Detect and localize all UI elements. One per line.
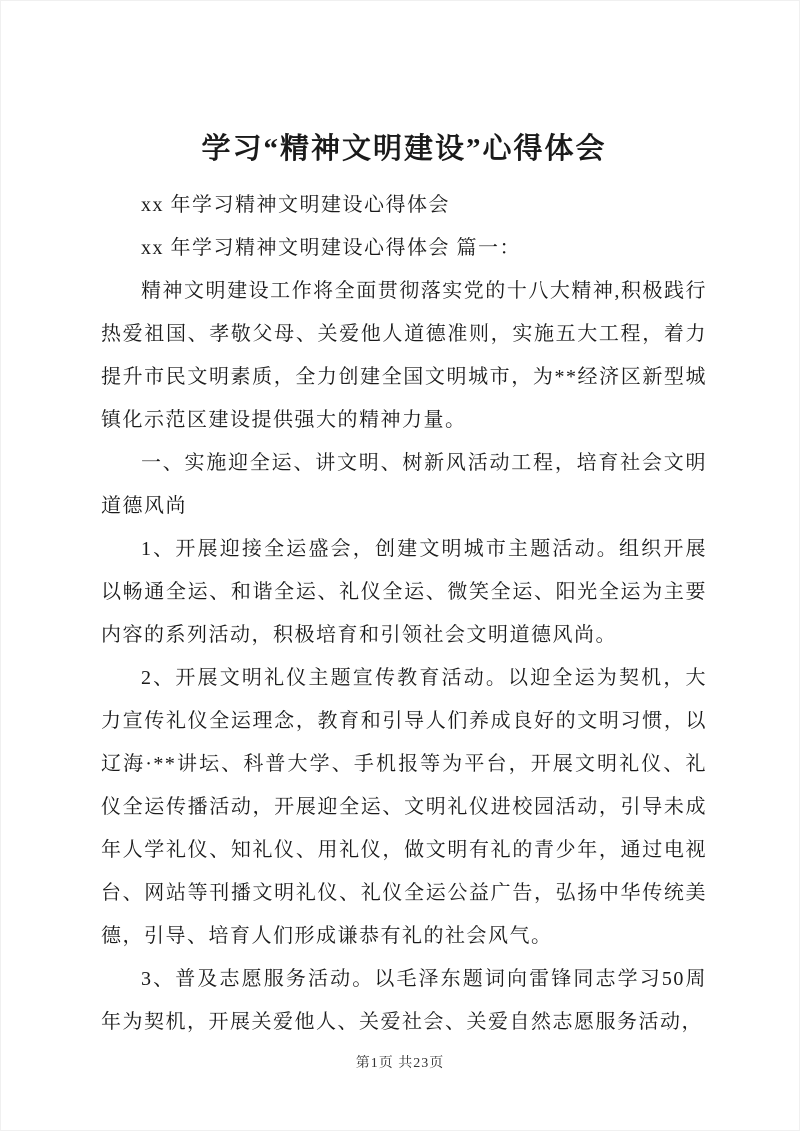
paragraph-overview: 精神文明建设工作将全面贯彻落实党的十八大精神,积极践行热爱祖国、孝敬父母、关爱他人道德准则，实施五大工程，着力提升市民文明素质，全力创建全国文明城市，为**经济区新型城镇化示范区建设提供强大的精神力量。 — [101, 279, 707, 431]
page-number-footer: 第1页 共23页 — [355, 1056, 445, 1071]
paragraph-item-1: 1、开展迎接全运盛会，创建文明城市主题活动。组织开展以畅通全运、和谐全运、礼仪全运、微笑全运、阳光全运为主要内容的系列活动，积极培育和引领社会文明道德风尚。 — [101, 537, 707, 646]
paragraph-intro-1: xx 年学习精神文明建设心得体会 — [141, 193, 450, 216]
paragraph-item-2: 2、开展文明礼仪主题宣传教育活动。以迎全运为契机，大力宣传礼仪全运理念，教育和引导人们养成良好的文明习惯，以辽海·**讲坛、科普大学、手机报等为平台，开展文明礼仪、礼仪全运传播活动，开展迎全运、文明礼仪进校园活动，引导未成年人学礼仪、知礼仪、用礼仪，做文明有礼的青少年，通过电视台、网站等刊播文明礼仪、礼仪全运公益广告，弘扬中华传统美德，引导、培育人们形成谦恭有礼的社会风气。 — [101, 666, 707, 947]
paragraph-item-3: 3、普及志愿服务活动。以毛泽东题词向雷锋同志学习50周年为契机，开展关爱他人、关爱社会、关爱自然志愿服务活动， — [101, 967, 707, 1033]
paragraph-intro-2: xx 年学习精神文明建设心得体会 篇一： — [141, 236, 521, 259]
document-title: 学习“精神文明建设”心得体会 — [201, 133, 607, 165]
document-content — [101, 129, 707, 1044]
paragraph-section-heading: 一、实施迎全运、讲文明、树新风活动工程，培育社会文明道德风尚 — [101, 451, 707, 517]
